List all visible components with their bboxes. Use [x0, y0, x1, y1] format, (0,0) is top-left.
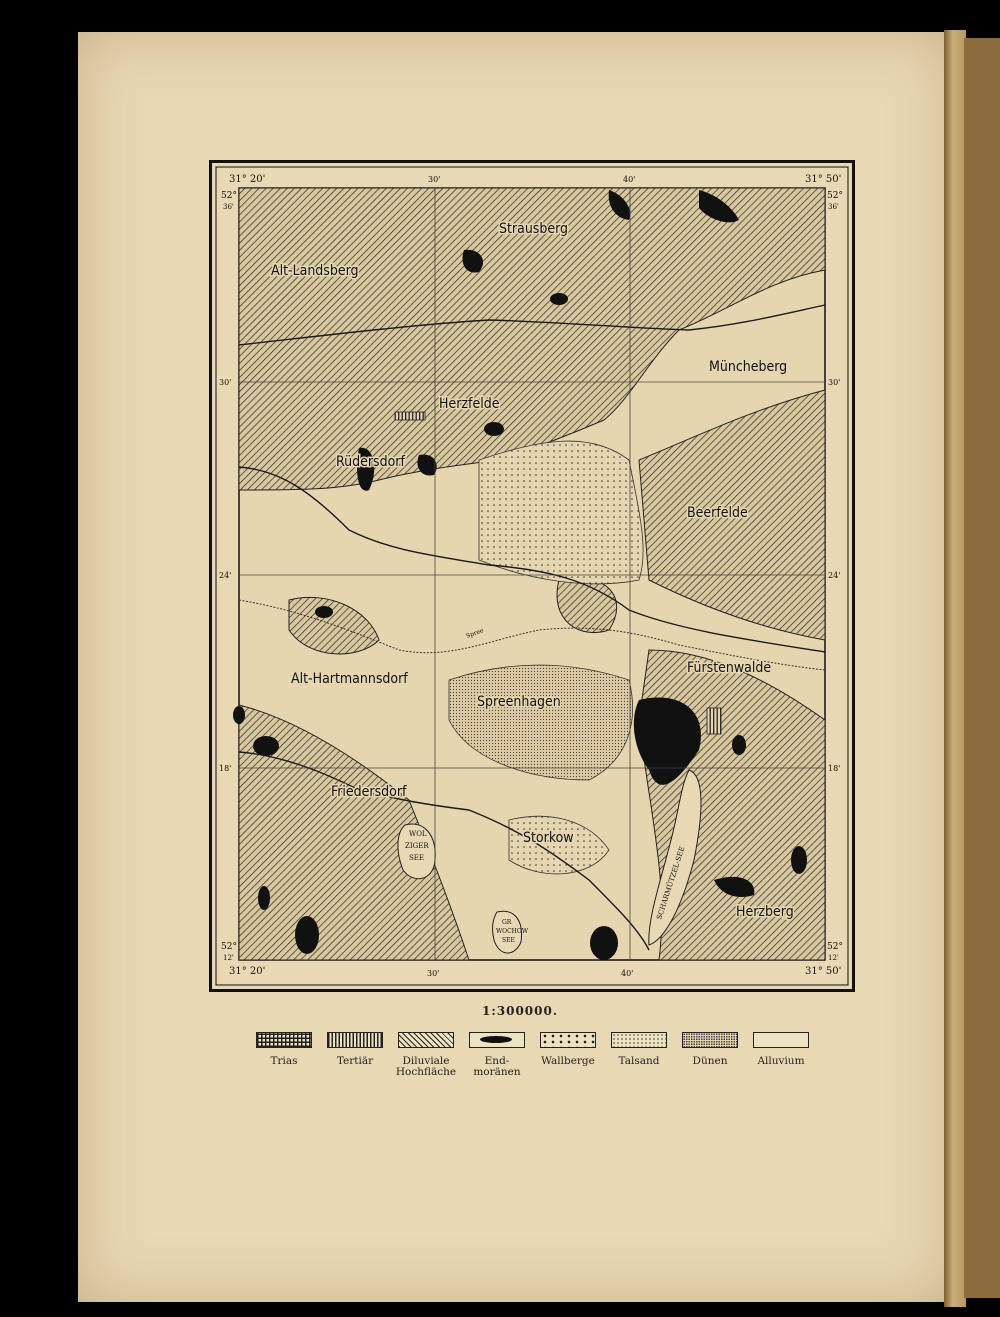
lat-24-right: 24'	[828, 571, 841, 580]
lat-18-left: 18'	[219, 764, 232, 773]
trias-label: Trias	[270, 1055, 298, 1067]
legend-alluvium	[747, 1032, 815, 1067]
alluvium-label: Alluvium	[757, 1055, 805, 1067]
coord-bottom-left: 31° 20'	[229, 966, 266, 977]
place-alt-hartmannsdorf: Alt-Hartmannsdorf	[291, 671, 408, 687]
legend-endmoranen	[463, 1032, 531, 1078]
book-spine	[944, 30, 966, 1307]
lat-top-min-right: 36'	[828, 203, 839, 211]
legend-wallberge	[534, 1032, 602, 1067]
river-spree: Spree	[465, 627, 485, 640]
place-rudersdorf: Rüdersdorf	[336, 454, 405, 470]
legend-tertiar	[321, 1032, 389, 1067]
place-herzfelde: Herzfelde	[439, 396, 500, 412]
lat-18-right: 18'	[828, 764, 841, 773]
lake-wolziger-1: WOL	[409, 830, 427, 838]
tertiar-swatch	[327, 1032, 383, 1048]
coord-top-left: 31° 20'	[229, 174, 266, 185]
lake-wochow-1: GR	[502, 919, 512, 926]
place-storkow: Storkow	[523, 830, 574, 846]
lat-30-right: 30'	[828, 378, 841, 387]
trias-swatch	[256, 1032, 312, 1048]
lake-wolziger-2: ZIGER	[405, 842, 429, 850]
wallberge-label: Wallberge	[541, 1055, 595, 1067]
place-strausberg: Strausberg	[499, 221, 569, 237]
endmoranen-swatch	[469, 1032, 525, 1048]
place-fuerstenwalde: Fürstenwalde	[687, 660, 772, 676]
lat-30-left: 30'	[219, 378, 232, 387]
endmoranen-label-2: moränen	[473, 1066, 521, 1078]
talsand-label: Talsand	[618, 1055, 660, 1067]
coord-top-right: 31° 50'	[805, 174, 842, 185]
lake-wochow-3: SEE	[502, 937, 515, 944]
coord-bottom-right: 31° 50'	[805, 966, 842, 977]
tertiar-label: Tertiär	[336, 1055, 374, 1067]
map-scale: 1:300000.	[481, 1004, 559, 1018]
talsand-swatch	[611, 1032, 667, 1048]
alluvium-swatch	[753, 1032, 809, 1048]
lat-top-min-left: 36'	[223, 203, 234, 211]
lat-24-left: 24'	[219, 571, 232, 580]
geologic-map	[209, 160, 855, 992]
dunen-label: Dünen	[692, 1055, 728, 1067]
diluviale-label-2: Hochfläche	[395, 1066, 457, 1078]
lat-bottom-min-right: 12'	[828, 954, 839, 962]
legend-trias	[250, 1032, 318, 1067]
endmoranen-label-1: End-	[484, 1055, 510, 1067]
legend-diluviale	[392, 1032, 460, 1078]
facing-page-edge	[964, 38, 1000, 1298]
diluviale-label-1: Diluviale	[402, 1055, 450, 1067]
lat-top-deg-right: 52°	[827, 191, 843, 201]
place-beerfelde: Beerfelde	[687, 505, 748, 521]
lake-scharmutzel: SCHARMÜTZEL-SEE	[655, 845, 687, 921]
lat-top-deg-left: 52°	[221, 191, 237, 201]
map-legend	[250, 1032, 820, 1102]
place-spreenhagen: Spreenhagen	[477, 694, 561, 710]
lat-bottom-min-left: 12'	[223, 954, 234, 962]
lake-wolziger-3: SEE	[409, 854, 425, 862]
place-herzberg: Herzberg	[736, 904, 794, 920]
legend-dunen	[676, 1032, 744, 1067]
legend-talsand	[605, 1032, 673, 1067]
place-muncheberg: Müncheberg	[709, 359, 788, 375]
place-alt-landsberg: Alt-Landsberg	[271, 263, 359, 279]
coord-bottom-30: 30'	[427, 969, 440, 978]
dunen-swatch	[682, 1032, 738, 1048]
wallberge-swatch	[540, 1032, 596, 1048]
lat-bottom-deg-left: 52°	[221, 942, 237, 952]
diluviale-swatch	[398, 1032, 454, 1048]
lake-wochow-2: WOCHOW	[496, 928, 528, 935]
coord-bottom-40: 40'	[621, 969, 634, 978]
place-friedersdorf: Friedersdorf	[331, 784, 407, 800]
lat-bottom-deg-right: 52°	[827, 942, 843, 952]
coord-top-30: 30'	[428, 175, 441, 184]
coord-top-40: 40'	[623, 175, 636, 184]
